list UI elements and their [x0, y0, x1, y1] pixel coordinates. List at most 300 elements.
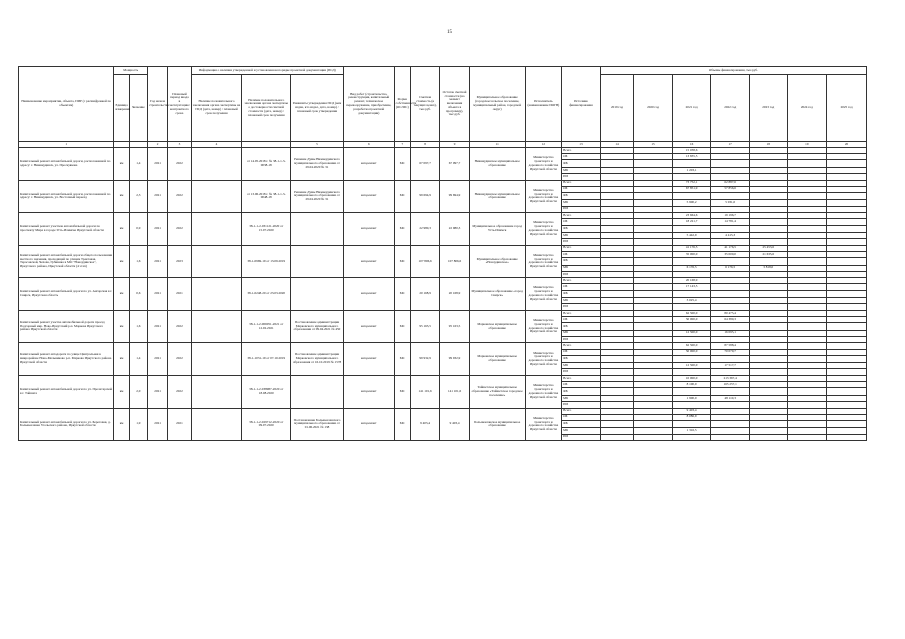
- amount-2021: 18 221,7: [672, 219, 711, 225]
- unit-cell: км: [114, 148, 129, 181]
- header-capacity: Мощность: [114, 67, 148, 75]
- col-number: 3: [168, 142, 191, 148]
- header-funding: Объемы финансирования, тыс.руб.: [600, 67, 866, 75]
- fin-source-cell: МБ: [562, 330, 601, 336]
- psd-positive-cell: [191, 213, 242, 246]
- amount-2022: 6 176,5: [711, 265, 750, 271]
- amount-2023: [749, 290, 787, 298]
- amount-2024: [787, 323, 827, 331]
- header-year: 2020 год: [634, 75, 673, 142]
- plan-year-cell: 2021: [168, 278, 191, 311]
- psd-approval-cell: Постановление администрации Марковского муниципального образования от 09.04.2021 № 450: [291, 310, 344, 343]
- amount-2022: [711, 355, 750, 363]
- amount-2019: [600, 160, 634, 168]
- col-number: 13: [562, 142, 601, 148]
- amount-2022: 14 781,4: [711, 219, 750, 225]
- value-cell: 1,4: [129, 343, 147, 376]
- fin-source-cell: ОБ: [562, 186, 601, 192]
- amount-2021: 17 143,5: [672, 284, 711, 290]
- amount-2020: [634, 290, 673, 298]
- fin-source-cell: ОБ: [562, 349, 601, 355]
- ownership-cell: МС: [394, 245, 410, 278]
- municipality-cell: Марковское муниципальное образование: [469, 343, 525, 376]
- project-name: Капитальный ремонт автомобильной дороги по ул. Береговая, д. Большееланка Усольского района, Иркутской области: [19, 408, 114, 441]
- amount-2023: [749, 225, 787, 233]
- fin-source-cell: ИИ: [562, 336, 601, 343]
- fin-source-cell: ОБ: [562, 382, 601, 388]
- amount-2023: [749, 192, 787, 200]
- fin-source-cell: МБ: [562, 265, 601, 271]
- psd-positive-cell: [191, 278, 242, 311]
- amount-2020: [634, 420, 673, 428]
- psd-positive-cell: [191, 310, 242, 343]
- remaining-cell: 9 403,4: [440, 408, 469, 441]
- amount-2025: [827, 192, 867, 200]
- plan-year-cell: 2022: [168, 310, 191, 343]
- start-year-cell: 2021: [147, 375, 167, 408]
- psd-reliability-cell: 38-1-0969-19 от 13.09.2019: [242, 245, 291, 278]
- header-work-type: Вид работ (строительство, реконструкция, капитальный ремонт, техническое перевооружение, приобретение, разработка проектной документации): [343, 67, 394, 142]
- municipality-cell: Муниципальное образование «Новоудинское»: [469, 245, 525, 278]
- remaining-cell: 67 097,7: [440, 148, 469, 181]
- project-name: Капитальный ремонт автомобильной дороги по ул. Ангарская в г. Свирск, Иркутская область: [19, 278, 114, 311]
- amount-2025: [827, 355, 867, 363]
- amount-2021: 1 900,0: [672, 395, 711, 401]
- amount-2021: 1 203,1: [672, 167, 711, 173]
- amount-2021: 62 500,0: [672, 343, 711, 349]
- header-psd-positive: Наличие положительного заключения органа экспертизы на ПСД (дата, номер) / плановый срок получения: [191, 75, 242, 142]
- municipality-cell: Муниципальное образование «город Свирск»: [469, 278, 525, 311]
- fin-source-cell: Всего: [562, 343, 601, 349]
- amount-2021: 9 403,4: [672, 408, 711, 414]
- amount-2022: [711, 434, 750, 441]
- fin-source-cell: ИИ: [562, 402, 601, 409]
- header-fin-source: Источник финансирования: [562, 67, 601, 142]
- plan-year-cell: 2021: [168, 408, 191, 441]
- project-name: Капитальный ремонт автомобильной дороги, расположенной по адресу: г. Нижнеудинск, ул. Проскуякова: [19, 148, 114, 181]
- executor-cell: Министерство транспорта и дорожного хозяйства Иркутской области: [525, 180, 562, 213]
- psd-approval-cell: Решение Думы Нижнеудинского муниципального образования от 29.04.2020 № 31: [291, 180, 344, 213]
- amount-2022: [711, 192, 750, 200]
- amount-2021: 62 500,0: [672, 310, 711, 316]
- municipality-cell: Нижнеудинское муниципальное образование: [469, 148, 525, 181]
- header-psd-approval: Реквизиты утверждения ПСД (кем издан, кто издал, дата, номер) / плановый срок утверждения: [291, 75, 344, 142]
- estimate-cell: 107 806,6: [410, 245, 439, 278]
- amount-2021: [672, 323, 711, 331]
- amount-2022: 213 367,4: [711, 375, 750, 381]
- psd-approval-cell: Постановление администрации Марковского муниципального образования от 16.10.2019 № 1578: [291, 343, 344, 376]
- amount-2021: [672, 420, 711, 428]
- work-type-cell: кап.ремонт: [343, 245, 394, 278]
- amount-2021: [672, 160, 711, 168]
- amount-2023: 21 635,6: [749, 251, 787, 257]
- investment-table: [18, 66, 867, 441]
- header-value: Значение: [129, 75, 147, 142]
- fin-source-cell: МБ: [562, 200, 601, 206]
- psd-reliability-cell: 38-1-0248-20 от 23.03.2020: [242, 278, 291, 311]
- amount-2022: [711, 290, 750, 298]
- unit-cell: км: [114, 408, 129, 441]
- ownership-cell: МС: [394, 278, 410, 311]
- amount-2019: [600, 290, 634, 298]
- amount-2024: [787, 388, 827, 396]
- amount-2025: [827, 290, 867, 298]
- ownership-cell: МС: [394, 180, 410, 213]
- executor-cell: Министерство транспорта и дорожного хозяйства Иркутской области: [525, 310, 562, 343]
- fin-source-cell: ИИ: [562, 434, 601, 441]
- start-year-cell: 2021: [147, 148, 167, 181]
- header-year: 2019 год: [600, 75, 634, 142]
- header-year: 2022 год: [711, 75, 750, 142]
- plan-year-cell: 2022: [168, 375, 191, 408]
- amount-2021: [672, 290, 711, 298]
- psd-positive-cell: [191, 245, 242, 278]
- header-estimate: Сметная стоимость (в текущих ценах), тыс.руб.: [410, 67, 439, 142]
- psd-positive-cell: [191, 180, 242, 213]
- municipality-cell: Тайшетское муниципальное образование «Тайшетское городское поселение»: [469, 375, 525, 408]
- amount-2022: [711, 388, 750, 396]
- amount-2025: [827, 225, 867, 233]
- fin-source-cell: Всего: [562, 310, 601, 316]
- col-number: 6: [343, 142, 394, 148]
- amount-2022: 4 415,3: [711, 233, 750, 239]
- amount-2023: [749, 388, 787, 396]
- project-name: Капитальный ремонт участков автомобильной дороги по проспекту Мира в городе Усть-Илимске Иркутской области: [19, 213, 114, 246]
- psd-positive-cell: [191, 148, 242, 181]
- header-year: 2025 год: [827, 75, 867, 142]
- amount-2025: [827, 420, 867, 428]
- fin-source-cell: ФБ: [562, 323, 601, 331]
- estimate-cell: 20 168,9: [410, 278, 439, 311]
- col-number: 7: [394, 142, 410, 148]
- col-number: 1: [19, 142, 114, 148]
- table-body: [19, 148, 867, 441]
- col-number: 11: [469, 142, 525, 148]
- fin-source-cell: ФБ: [562, 420, 601, 428]
- remaining-cell: 95 163,5: [440, 310, 469, 343]
- col-number: 2: [147, 142, 167, 148]
- amount-2021: 13 835,5: [672, 154, 711, 160]
- estimate-cell: 67 097,7: [410, 148, 439, 181]
- fin-source-cell: ФБ: [562, 192, 601, 200]
- estimate-cell: 141 101,6: [410, 375, 439, 408]
- col-number: 18: [749, 142, 787, 148]
- amount-2019: [600, 355, 634, 363]
- fin-source-cell: МБ: [562, 167, 601, 173]
- amount-2021: [672, 434, 711, 441]
- col-number: 15: [634, 142, 673, 148]
- amount-2025: [827, 160, 867, 168]
- start-year-cell: 2021: [147, 245, 167, 278]
- fin-source-cell: ФБ: [562, 160, 601, 168]
- fin-source-cell: ИИ: [562, 271, 601, 278]
- amount-2024: [787, 258, 827, 266]
- amount-2022: 5 031,0: [711, 200, 750, 206]
- fin-source-cell: МБ: [562, 298, 601, 304]
- header-psd-reliability: Наличие положительного заключения органа экспертизы о достоверности сметной стоимости (дата, номер) / плановый срок получения: [242, 75, 291, 142]
- unit-cell: км: [114, 375, 129, 408]
- header-executor: Исполнитель (наименование ИОГВ): [525, 67, 562, 142]
- amount-2022: [711, 225, 750, 233]
- amount-2022: 70 070,7: [711, 349, 750, 355]
- amount-2023: [749, 420, 787, 428]
- amount-2022: [711, 323, 750, 331]
- ownership-cell: МС: [394, 310, 410, 343]
- executor-cell: Министерство транспорта и дорожного хозяйства Иркутской области: [525, 408, 562, 441]
- amount-2021: [672, 258, 711, 266]
- unit-cell: км: [114, 245, 129, 278]
- unit-cell: км: [114, 180, 129, 213]
- fin-source-cell: ИИ: [562, 206, 601, 213]
- fin-source-cell: МБ: [562, 363, 601, 369]
- amount-2021: 3 025,4: [672, 298, 711, 304]
- amount-2020: [634, 225, 673, 233]
- fin-source-cell: ОБ: [562, 317, 601, 323]
- plan-year-cell: 2022: [168, 343, 191, 376]
- amount-2021: 23 664,6: [672, 213, 711, 219]
- ownership-cell: МС: [394, 213, 410, 246]
- project-name: Капитальный ремонт автодороги по улице Центральная в микрорайоне Ново-Мельниково р.п. Маркова Иркутского района Иркутской области: [19, 343, 114, 376]
- amount-2021: [672, 225, 711, 233]
- amount-2021: 5 442,9: [672, 233, 711, 239]
- amount-2022: 80 475,4: [711, 310, 750, 316]
- amount-2022: [711, 420, 750, 428]
- col-number: 16: [672, 142, 711, 148]
- start-year-cell: 2021: [147, 213, 167, 246]
- work-type-cell: кап.ремонт: [343, 408, 394, 441]
- psd-positive-cell: [191, 375, 242, 408]
- amount-2023: 3 818,0: [749, 265, 787, 271]
- amount-2021: 12 500,0: [672, 330, 711, 336]
- amount-2020: [634, 192, 673, 200]
- amount-2021: 73 752,1: [672, 180, 711, 186]
- amount-2022: 17 517,7: [711, 363, 750, 369]
- fin-source-cell: Всего: [562, 408, 601, 414]
- municipality-cell: Большееланское муниципальное образование: [469, 408, 525, 441]
- fin-source-cell: Всего: [562, 278, 601, 284]
- amount-2021: 10 000,0: [672, 375, 711, 381]
- amount-2021: [672, 192, 711, 200]
- fin-source-cell: ОБ: [562, 284, 601, 290]
- psd-approval-cell: [291, 245, 344, 278]
- amount-2024: [787, 434, 827, 441]
- project-name: Капитальный ремонт автомобильной дороги, расположенной по адресу: г. Нижнеудинск, ул. Восточный переезд: [19, 180, 114, 213]
- amount-2019: [600, 434, 634, 441]
- fin-source-cell: ФБ: [562, 258, 601, 266]
- amount-2023: [749, 355, 787, 363]
- estimate-cell: 95 163,5: [410, 310, 439, 343]
- fin-source-cell: ИИ: [562, 239, 601, 246]
- value-cell: 2,0: [129, 375, 147, 408]
- psd-approval-cell: Решение Думы Нижнеудинского муниципального образования от 29.04.2020 № 31: [291, 148, 344, 181]
- start-year-cell: 2021: [147, 408, 167, 441]
- amount-2021: 41 176,5: [672, 245, 711, 251]
- project-name: Капитальный ремонт автомобильной дороги общего пользования местного значения, проходящей по улицам Трактовая, Тарасовской, Чехова, Грбиннка в МО "Новоудинское", Иркутского района, Иркутской области (4 этап): [19, 245, 114, 278]
- amount-2022: [711, 160, 750, 168]
- unit-cell: км: [114, 310, 129, 343]
- fin-source-cell: ОБ: [562, 414, 601, 420]
- amount-2019: [600, 388, 634, 396]
- amount-2019: [600, 323, 634, 331]
- municipality-cell: Марковское муниципальное образование: [469, 310, 525, 343]
- amount-2019: [600, 192, 634, 200]
- amount-2021: 1 316,5: [672, 428, 711, 434]
- plan-year-cell: 2022: [168, 213, 191, 246]
- amount-2025: [827, 258, 867, 266]
- fin-source-cell: МБ: [562, 428, 601, 434]
- estimate-cell: 22 980,3: [410, 213, 439, 246]
- amount-2023: [749, 434, 787, 441]
- amount-2020: [634, 258, 673, 266]
- amount-2025: [827, 388, 867, 396]
- executor-cell: Министерство транспорта и дорожного хозяйства Иркутской области: [525, 213, 562, 246]
- header-municipality: Муниципальное образование (городское/сельское поселение, муниципальный район, городской округ): [469, 67, 525, 142]
- remaining-cell: 99 694,9: [440, 180, 469, 213]
- header-year: 2023 год: [749, 75, 787, 142]
- amount-2024: [787, 225, 827, 233]
- amount-2024: [787, 290, 827, 298]
- psd-reliability-cell: от 13.06.2018 г. № 38-1-1-3-0048-18: [242, 180, 291, 213]
- amount-2022: [711, 258, 750, 266]
- unit-cell: км: [114, 343, 129, 376]
- value-cell: 1,6: [129, 245, 147, 278]
- estimate-cell: 9 403,4: [410, 408, 439, 441]
- remaining-cell: 22 980,3: [440, 213, 469, 246]
- amount-2022: 41 176,5: [711, 245, 750, 251]
- fin-source-cell: ИИ: [562, 304, 601, 311]
- amount-2020: [634, 388, 673, 396]
- executor-cell: Министерство транспорта и дорожного хозяйства Иркутской области: [525, 375, 562, 408]
- amount-2024: [787, 420, 827, 428]
- fin-source-cell: ФБ: [562, 225, 601, 233]
- amount-2022: 62 887,6: [711, 180, 750, 186]
- psd-approval-cell: [291, 375, 344, 408]
- executor-cell: Министерство транспорта и дорожного хозяйства Иркутской области: [525, 343, 562, 376]
- amount-2021: 35 000,0: [672, 251, 711, 257]
- amount-2022: 57 856,6: [711, 186, 750, 192]
- start-year-cell: 2021: [147, 343, 167, 376]
- fin-source-cell: ФБ: [562, 290, 601, 298]
- work-type-cell: кап.ремонт: [343, 180, 394, 213]
- value-cell: 0,9: [129, 213, 147, 246]
- amount-2022: 35 000,0: [711, 251, 750, 257]
- amount-2023: [749, 323, 787, 331]
- plan-year-cell: 2022: [168, 148, 191, 181]
- header-ownership: Форма собственности (ОС/МС): [394, 67, 410, 142]
- estimate-cell: 99 932,9: [410, 343, 439, 376]
- amount-2020: [634, 323, 673, 331]
- fin-source-cell: ФБ: [562, 388, 601, 396]
- work-type-cell: кап.ремонт: [343, 213, 394, 246]
- amount-2021: 67 851,9: [672, 186, 711, 192]
- unit-cell: км: [114, 278, 129, 311]
- amount-2021: 8 086,9: [672, 414, 711, 420]
- fin-source-cell: ОБ: [562, 154, 601, 160]
- amount-2021: [672, 388, 711, 396]
- fin-source-cell: ИИ: [562, 369, 601, 376]
- ownership-cell: МС: [394, 408, 410, 441]
- psd-positive-cell: [191, 343, 242, 376]
- amount-2024: [787, 355, 827, 363]
- remaining-cell: 20 168,9: [440, 278, 469, 311]
- executor-cell: Министерство транспорта и дорожного хозяйства Иркутской области: [525, 148, 562, 181]
- amount-2021: 50 000,0: [672, 317, 711, 323]
- header-year: 2021 год: [672, 75, 711, 142]
- fin-source-cell: МБ: [562, 395, 601, 401]
- amount-2021: 15 038,6: [672, 148, 711, 154]
- col-number: 17: [711, 142, 750, 148]
- psd-approval-cell: Постановление Большееланского муниципального образования от 01.06.2021 № 138: [291, 408, 344, 441]
- amount-2021: 12 500,0: [672, 363, 711, 369]
- work-type-cell: кап.ремонт: [343, 375, 394, 408]
- col-number: 9: [440, 142, 469, 148]
- amount-2020: [634, 160, 673, 168]
- fin-source-cell: МБ: [562, 233, 601, 239]
- municipality-cell: Муниципальное образование город Усть-Илимск: [469, 213, 525, 246]
- work-type-cell: кап.ремонт: [343, 148, 394, 181]
- amount-2019: [600, 258, 634, 266]
- fin-source-cell: ИИ: [562, 174, 601, 181]
- value-cell: 1,4: [129, 148, 147, 181]
- value-cell: 1,9: [129, 408, 147, 441]
- amount-2021: 8 100,0: [672, 382, 711, 388]
- ownership-cell: МС: [394, 375, 410, 408]
- header-psd-info: Информация о наличии утвержденной и установленном порядке проектной документации (ПСД): [191, 67, 343, 75]
- value-cell: 2,3: [129, 180, 147, 213]
- psd-reliability-cell: 38-1-1031-19 от 07.10.2019: [242, 343, 291, 376]
- psd-reliability-cell: 38-1-1-2-031121-2020 от 15.07.2020: [242, 213, 291, 246]
- psd-positive-cell: [191, 408, 242, 441]
- psd-reliability-cell: 38-1-1-2-029712-2020 от 09.07.2020: [242, 408, 291, 441]
- col-number: 14: [600, 142, 634, 148]
- amount-2021: 6 176,5: [672, 265, 711, 271]
- work-type-cell: кап.ремонт: [343, 343, 394, 376]
- amount-2022: 19 196,7: [711, 213, 750, 219]
- psd-reliability-cell: от 14.05.2018 г. № 38-1-1-3-0038-18: [242, 148, 291, 181]
- amount-2020: [634, 434, 673, 441]
- start-year-cell: 2021: [147, 310, 167, 343]
- amount-2022: 87 588,4: [711, 343, 750, 349]
- ownership-cell: МС: [394, 148, 410, 181]
- amount-2019: [600, 225, 634, 233]
- amount-2021: 20 168,9: [672, 278, 711, 284]
- unit-cell: км: [114, 213, 129, 246]
- fin-source-cell: ФБ: [562, 355, 601, 363]
- fin-source-cell: Всего: [562, 213, 601, 219]
- amount-2021: [672, 355, 711, 363]
- psd-reliability-cell: 38-1-1-2-006051-2021 от 12.02.2021: [242, 310, 291, 343]
- remaining-cell: 107 806,6: [440, 245, 469, 278]
- amount-2023: [749, 258, 787, 266]
- amount-2019: [600, 420, 634, 428]
- header-remaining: Остаток сметной стоимости (на момент включения объекта в программу), тыс.руб.: [440, 67, 469, 142]
- value-cell: 1,6: [129, 310, 147, 343]
- amount-2022: 16 095,1: [711, 330, 750, 336]
- psd-approval-cell: [291, 278, 344, 311]
- work-type-cell: кап.ремонт: [343, 310, 394, 343]
- amount-2021: 5 900,2: [672, 200, 711, 206]
- col-number: 4: [191, 142, 242, 148]
- municipality-cell: Нижнеудинское муниципальное образование: [469, 180, 525, 213]
- value-cell: 0,6: [129, 278, 147, 311]
- start-year-cell: 2021: [147, 180, 167, 213]
- plan-year-cell: 2022: [168, 180, 191, 213]
- plan-year-cell: 2023: [168, 245, 191, 278]
- header-name: Наименование мероприятия, объекта, ПИР (с расшифровкой по объектам): [19, 67, 114, 142]
- amount-2022: 48 110,3: [711, 395, 750, 401]
- project-name: Капитальный ремонт участка автомобильной дороги проезд Подгорный мкр. Ново-Иркутский р.п. Маркова Иркутского района Иркутской области: [19, 310, 114, 343]
- header-plan-year: Плановый период ввода в эксплуатацию/ контрактного срока: [168, 67, 191, 142]
